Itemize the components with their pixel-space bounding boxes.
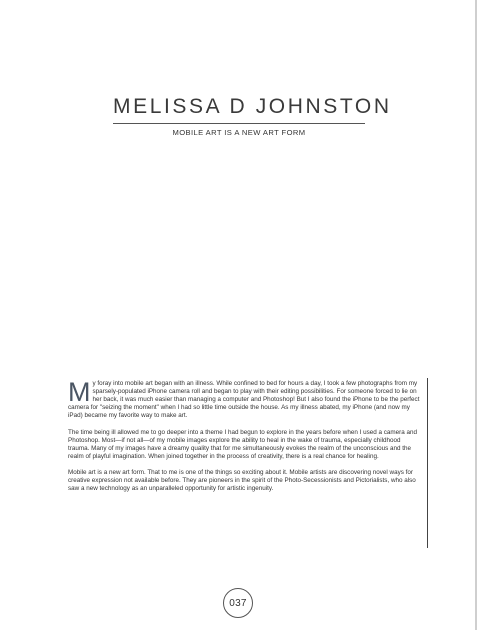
header-divider bbox=[113, 123, 365, 124]
author-name: MELISSA D JOHNSTON bbox=[113, 95, 392, 118]
drop-cap: M bbox=[68, 377, 91, 407]
column-rule bbox=[427, 378, 428, 548]
page-number: 037 bbox=[223, 588, 253, 618]
article-header bbox=[113, 94, 392, 137]
paragraph-3: Mobile art is a new art form. That to me is one of the things so exciting about it. Mobile artists are discovering novel ways for creative expression not available before. They are pioneers in the spirit of the Photo-Secessionists and Pictorialists, who also saw a new technology as an unparalleled opportunity for artistic ingenuity. bbox=[68, 469, 416, 493]
paragraph-1 bbox=[68, 377, 420, 420]
article-body bbox=[68, 377, 420, 501]
paragraph-2: The time being ill allowed me to go deeper into a theme I had begun to explore in the years before when I used a camera and Photoshop. Most—if not all—of my mobile images explore the ability to heal in the wake of trauma, especially childhood trauma. Many of my images have a dreamy quality that for me simultaneously evokes the realm of the unconscious and the realm of playful imagination. When joined together in the process of creativity, there is a real chance for healing. bbox=[68, 428, 417, 460]
article-subtitle: MOBILE ART IS A NEW ART FORM bbox=[172, 128, 306, 137]
paragraph-1-text: y foray into mobile art began with an illness. While confined to bed for hours a day, I took a few photographs from my sparsely-populated iPhone camera roll and began to play with their editing possibilities. For someone forced to lie on her back, it was much easier than managing a computer and Photoshop! But I also found the iPhone to be the perfect camera for "seizing the moment" when I had so little time outside the house. As my illness abated, my iPhone (and now my iPad) became my favorite way to make art. bbox=[68, 380, 420, 420]
